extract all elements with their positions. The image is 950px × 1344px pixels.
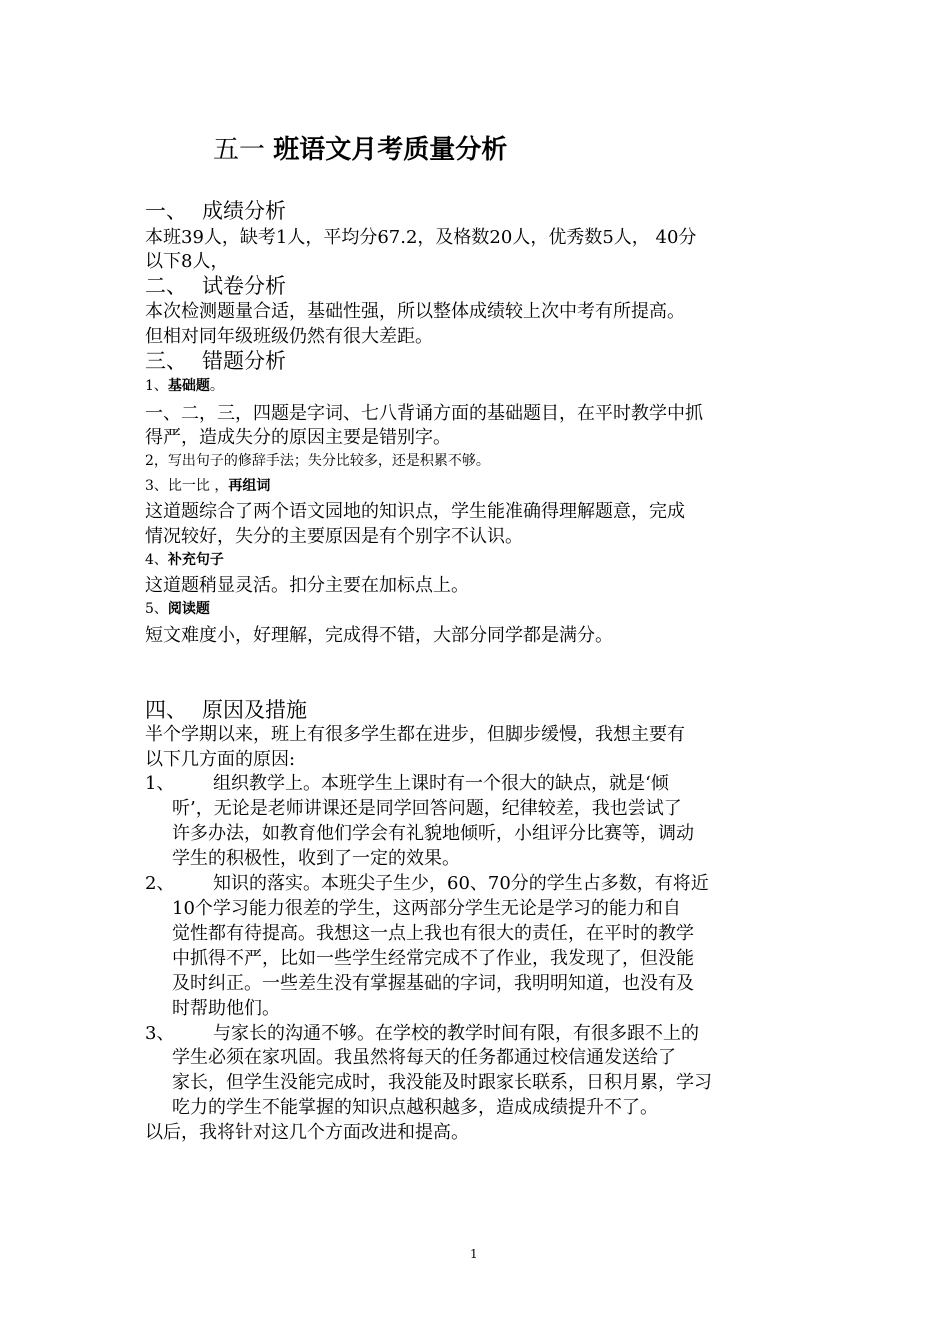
section-title: 原因及措施 xyxy=(202,698,307,722)
list-line: 及时纠正。一些差生没有掌握基础的字词，我明明知道，也没有及 xyxy=(172,973,694,994)
paragraph-line: 以下8人， xyxy=(145,251,229,272)
list-line: 与家长的沟通不够。在学校的教学时间有限，有很多跟不上的 xyxy=(213,1023,699,1044)
section-title: 成绩分析 xyxy=(202,199,286,223)
subitem-heading-1: 1、基础题。 xyxy=(145,378,224,394)
paragraph-line: 情况较好，失分的主要原因是有个别字不认识。 xyxy=(145,526,523,547)
paragraph-line: 得严，造成失分的原因主要是错别字。 xyxy=(145,427,451,448)
paragraph-line: 这道题综合了两个语文园地的知识点，学生能准确得理解题意，完成 xyxy=(145,501,685,522)
list-line: 家长，但学生没能完成时，我没能及时跟家长联系，日积月累，学习 xyxy=(172,1072,712,1093)
section-number: 二、 xyxy=(145,274,187,298)
paragraph-line: 这道题稍显灵活。扣分主要在加标点上。 xyxy=(145,575,469,596)
list-line: 觉性都有待提高。我想这一点上我也有很大的责任，在平时的教学 xyxy=(172,923,694,944)
list-number: 1、 xyxy=(145,773,175,794)
page-number: 1 xyxy=(470,1247,478,1261)
section-number: 一、 xyxy=(145,199,187,223)
section-heading-1 xyxy=(145,198,286,224)
subitem-heading-2: 2，写出句子的修辞手法；失分比较多，还是积累不够。 xyxy=(145,453,490,469)
list-line: 学生必须在家巩固。我虽然将每天的任务都通过校信通发送给了 xyxy=(172,1047,676,1068)
section-number: 三、 xyxy=(145,349,187,373)
list-line: 组织教学上。本班学生上课时有一个很大的缺点，就是‘倾 xyxy=(213,773,669,794)
paragraph-line: 但相对同年级班级仍然有很大差距。 xyxy=(145,326,433,347)
list-line: 学生的积极性，收到了一定的效果。 xyxy=(172,848,460,869)
section-number: 四、 xyxy=(145,698,187,722)
list-line: 听’，无论是老师讲课还是同学回答问题，纪律较差，我也尝试了 xyxy=(172,798,682,819)
list-line: 10个学习能力很差的学生，这两部分学生无论是学习的能力和自 xyxy=(172,898,681,919)
list-line: 知识的落实。本班尖子生少，60、70分的学生占多数，有将近 xyxy=(213,873,709,894)
paragraph-line: 半个学期以来，班上有很多学生都在进步，但脚步缓慢，我想主要有 xyxy=(145,724,685,745)
title-prefix: 五一 xyxy=(213,135,266,165)
subitem-heading-4: 4、补充句子 xyxy=(145,552,224,568)
paragraph-line: 本次检测题量合适，基础性强，所以整体成绩较上次中考有所提高。 xyxy=(145,301,685,322)
list-number: 2、 xyxy=(145,873,175,894)
paragraph-line: 一、二，三，四题是字词、七八背诵方面的基础题目，在平时教学中抓 xyxy=(145,403,703,424)
paragraph-line: 短文难度小，好理解，完成得不错，大部分同学都是满分。 xyxy=(145,625,613,646)
section-title: 错题分析 xyxy=(202,349,286,373)
section-title: 试卷分析 xyxy=(202,274,286,298)
subitem-heading-5: 5、阅读题 xyxy=(145,601,210,617)
paragraph-line: 本班39人，缺考1人，平均分67.2，及格数20人，优秀数5人， 40分 xyxy=(145,227,697,248)
subitem-heading-3: 3、比一比 ，再组词 xyxy=(145,478,271,494)
list-line: 时帮助他们。 xyxy=(172,998,280,1019)
paragraph-line: 以下几方面的原因: xyxy=(145,749,296,770)
title-main: 班语文月考质量分析 xyxy=(273,135,508,165)
list-line: 吃力的学生不能掌握的知识点越积越多，造成成绩提升不了。 xyxy=(172,1097,658,1118)
section-heading-3 xyxy=(145,348,286,374)
closing-line: 以后，我将针对这几个方面改进和提高。 xyxy=(145,1122,469,1143)
list-line: 许多办法，如教育他们学会有礼貌地倾听，小组评分比赛等，调动 xyxy=(172,823,694,844)
list-number: 3、 xyxy=(145,1023,175,1044)
list-line: 中抓得不严，比如一些学生经常完成不了作业，我发现了，但没能 xyxy=(172,948,694,969)
section-heading-2 xyxy=(145,273,286,299)
page-title xyxy=(213,130,507,170)
section-heading-4 xyxy=(145,697,307,723)
